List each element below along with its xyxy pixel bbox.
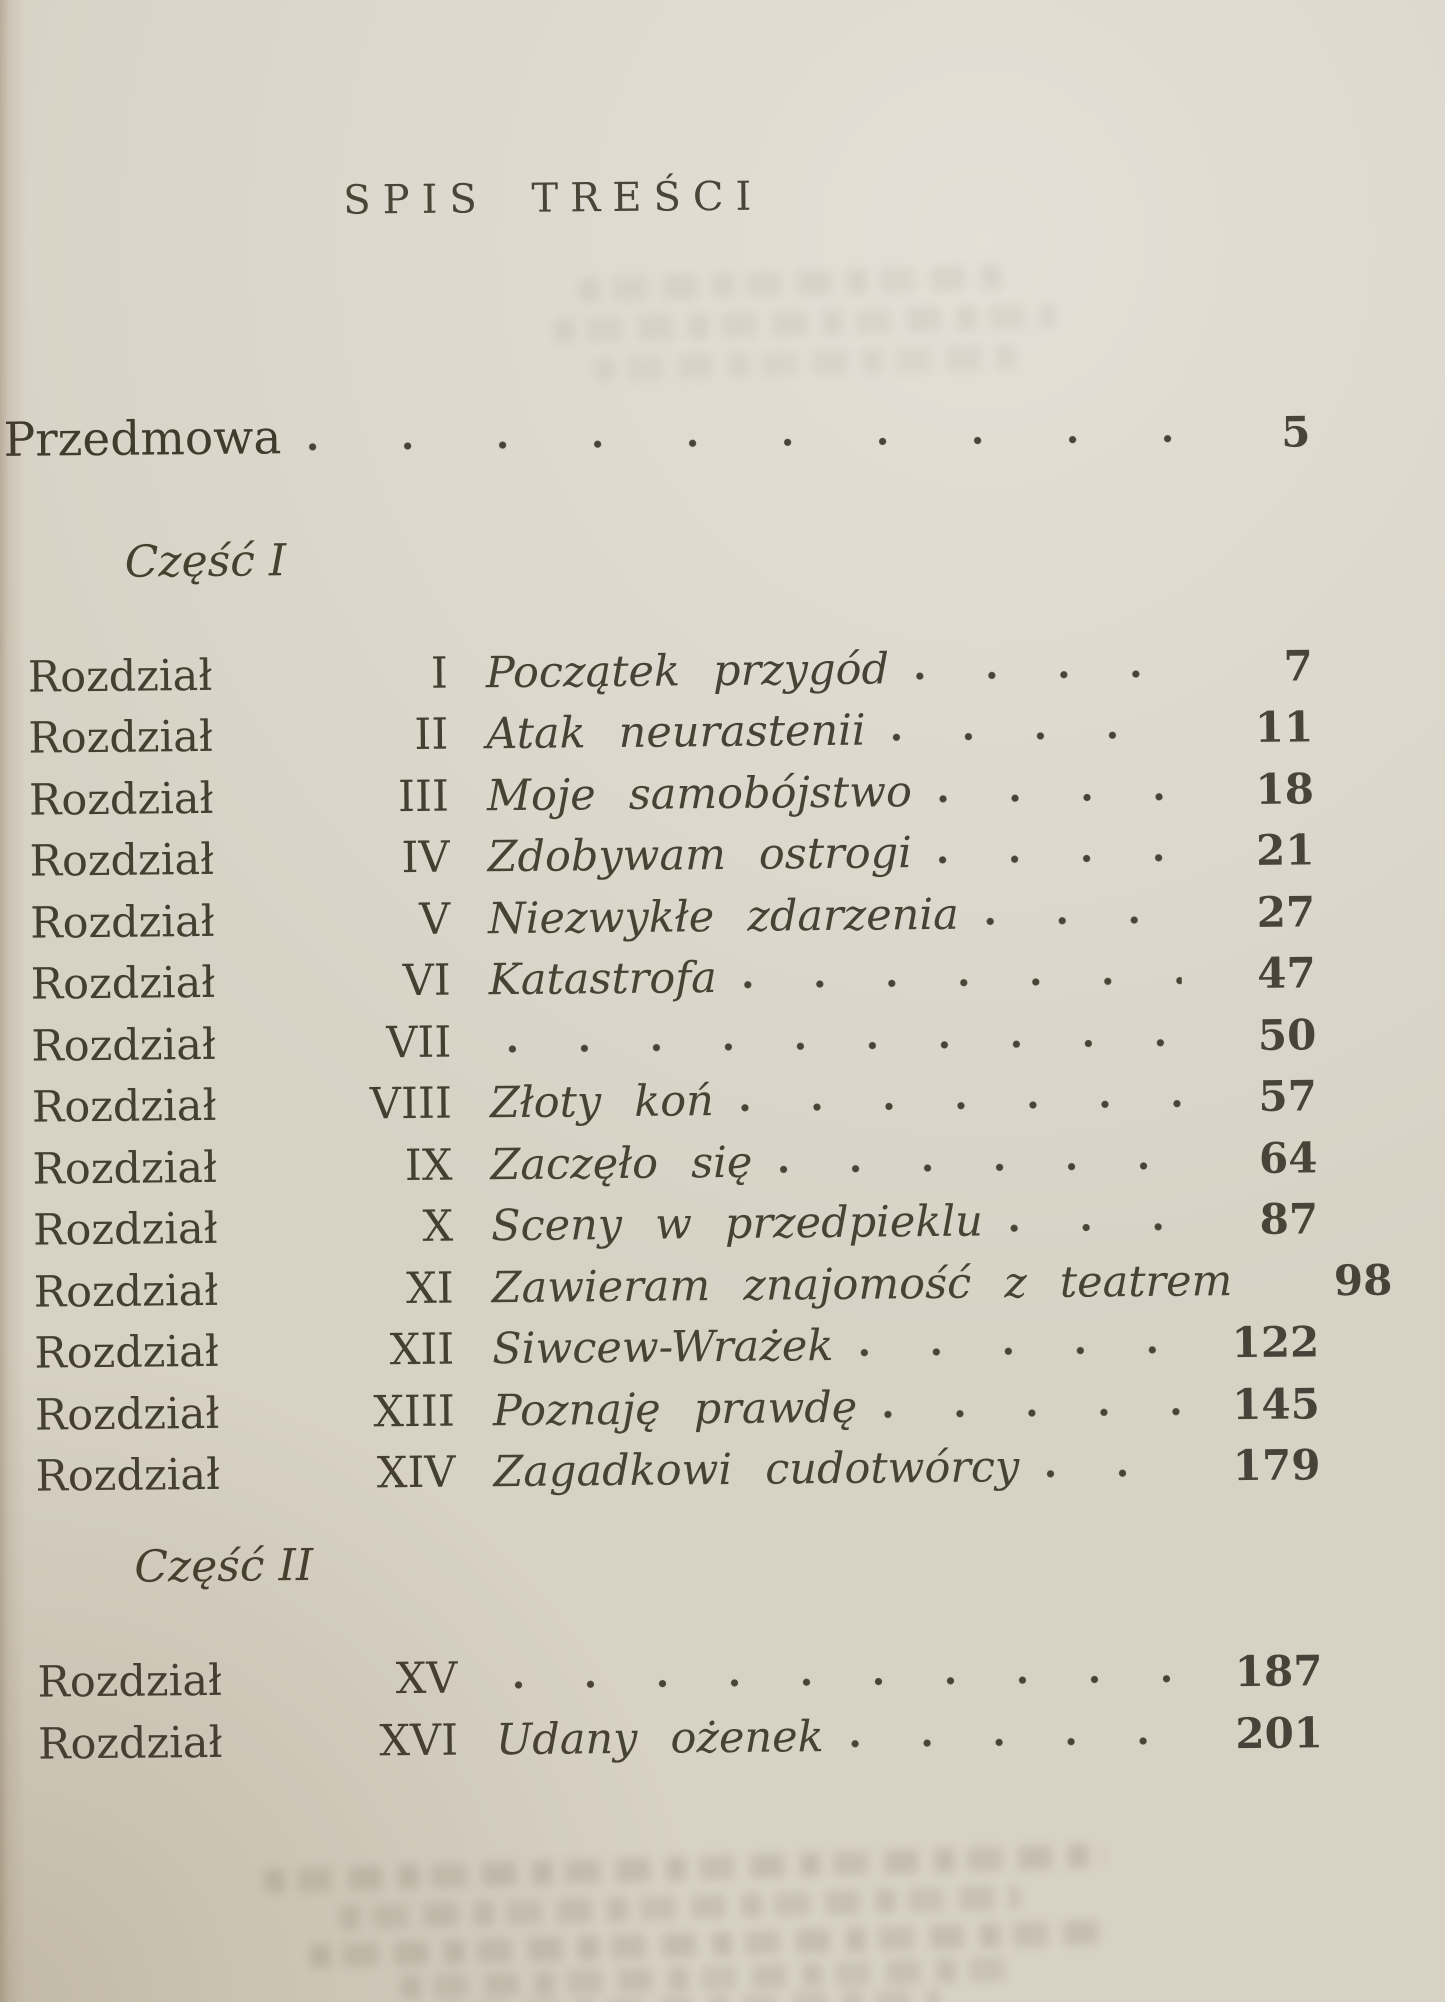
chapter-title: Poznaję prawdę [492,1382,858,1436]
dot-leader [743,975,1182,991]
chapter-numeral: V [418,894,451,945]
chapter-numeral: XV [395,1653,458,1705]
bleed-through-line [339,1885,1019,1930]
chapter-label: Rozdział [35,1450,221,1502]
chapter-numeral: XIII [373,1386,456,1438]
dot-leader [1045,1467,1186,1480]
chapter-title: Zagadkowi cudotwórcy [493,1442,1020,1498]
dot-leader [892,729,1180,744]
chapter-title: Katastrofa [488,953,718,1006]
page-number: 50 [1257,1010,1317,1060]
page-number: 21 [1255,825,1315,876]
chapter-title: Zawieram znajomość z teatrem [491,1255,1233,1313]
page-number: 87 [1259,1194,1319,1245]
page-number: 179 [1232,1440,1321,1491]
page-number: 64 [1258,1133,1318,1183]
dot-leader [938,790,1180,804]
chapter-title: Niezwykłe zdarzenia [487,889,959,944]
chapter-numeral: VII [386,1017,452,1068]
chapter-label: Rozdział [31,1019,217,1072]
chapter-label: Rozdział [28,712,214,764]
chapter-label: Rozdział [34,1327,219,1379]
chapter-numeral: VIII [369,1078,453,1130]
dot-leader [1009,1221,1184,1235]
chapter-label: Rozdział [28,773,214,826]
chapter-numeral: III [397,771,450,822]
chapter-numeral: XIV [376,1447,456,1499]
page-number: 47 [1257,948,1316,999]
dot-leader [859,1344,1185,1359]
part-heading-2: Część II [134,1540,314,1594]
dot-leader [307,433,1176,453]
chapter-label: Rozdział [27,650,213,703]
chapter-label: Rozdział [32,1142,218,1195]
bleed-through-line [400,1957,1010,2000]
bleed-through-line [440,1989,940,2002]
bleed-through-line [579,265,1010,302]
bleed-through-line [554,304,1054,343]
chapter-title: Moje samobójstwo [486,766,913,821]
bleed-through-line [310,1920,1110,1968]
chapter-numeral: II [414,709,449,761]
page-number: 7 [1283,641,1314,691]
dot-leader [850,1734,1190,1749]
page-title: SPIS TREŚCI [343,173,764,224]
chapter-label: Rozdział [34,1388,220,1441]
page-number: 201 [1235,1708,1324,1758]
bleed-through-line [264,1844,1104,1894]
dot-leader [985,913,1181,927]
page-number: 11 [1254,702,1314,753]
chapter-title: Atak neurastenii [486,705,866,760]
chapter-label: Rozdział [29,896,215,949]
chapter-numeral: X [422,1201,454,1253]
page-number: 145 [1231,1379,1321,1429]
chapter-title: Początek przygód [485,644,890,698]
bleed-through-line [595,345,1016,382]
page-number: 187 [1234,1646,1323,1697]
chapter-title: Złoty koń [489,1076,715,1129]
chapter-label: Rozdział [30,958,216,1010]
dot-leader [778,1159,1183,1175]
page-number: 98 [1333,1255,1393,1306]
page-number: 57 [1258,1071,1318,1122]
chapter-numeral: I [430,648,449,699]
dot-leader [938,852,1181,866]
chapter-list-part-2 [7,1632,1445,1769]
preface-row [0,398,1441,468]
chapter-numeral: IV [401,832,450,884]
chapter-numeral: XVI [379,1715,459,1766]
dot-leader [915,667,1179,682]
chapter-title: Zaczęło się [490,1137,753,1190]
chapter-title: Sceny w przedpieklu [490,1196,984,1252]
chapter-label: Rozdział [29,835,215,887]
chapter-label: Rozdział [32,1204,218,1256]
dot-leader [513,1673,1188,1691]
dot-leader [883,1405,1186,1420]
dot-leader [507,1036,1182,1054]
page-number: 5 [1281,407,1311,457]
part-heading-1: Część I [124,535,287,588]
page-number: 18 [1255,764,1315,814]
page-number: 122 [1231,1317,1320,1368]
chapter-title: Siwcew-Wrażek [492,1321,834,1375]
chapter-list-part-1 [0,626,1445,1501]
chapter-label: Rozdział [37,1655,223,1708]
chapter-numeral: XII [389,1324,455,1376]
dot-leader [740,1098,1183,1114]
chapter-numeral: VI [402,955,451,1007]
chapter-numeral: XI [405,1263,454,1314]
page-number: 27 [1256,887,1316,937]
chapter-label: Rozdział [33,1265,219,1318]
chapter-label: Rozdział [31,1081,217,1133]
preface-label: Przedmowa [3,410,282,469]
chapter-numeral: IX [404,1140,453,1191]
chapter-label: Rozdział [37,1717,223,1770]
chapter-title: Udany ożenek [495,1711,824,1765]
chapter-title: Zdobywam ostrogi [487,828,913,883]
